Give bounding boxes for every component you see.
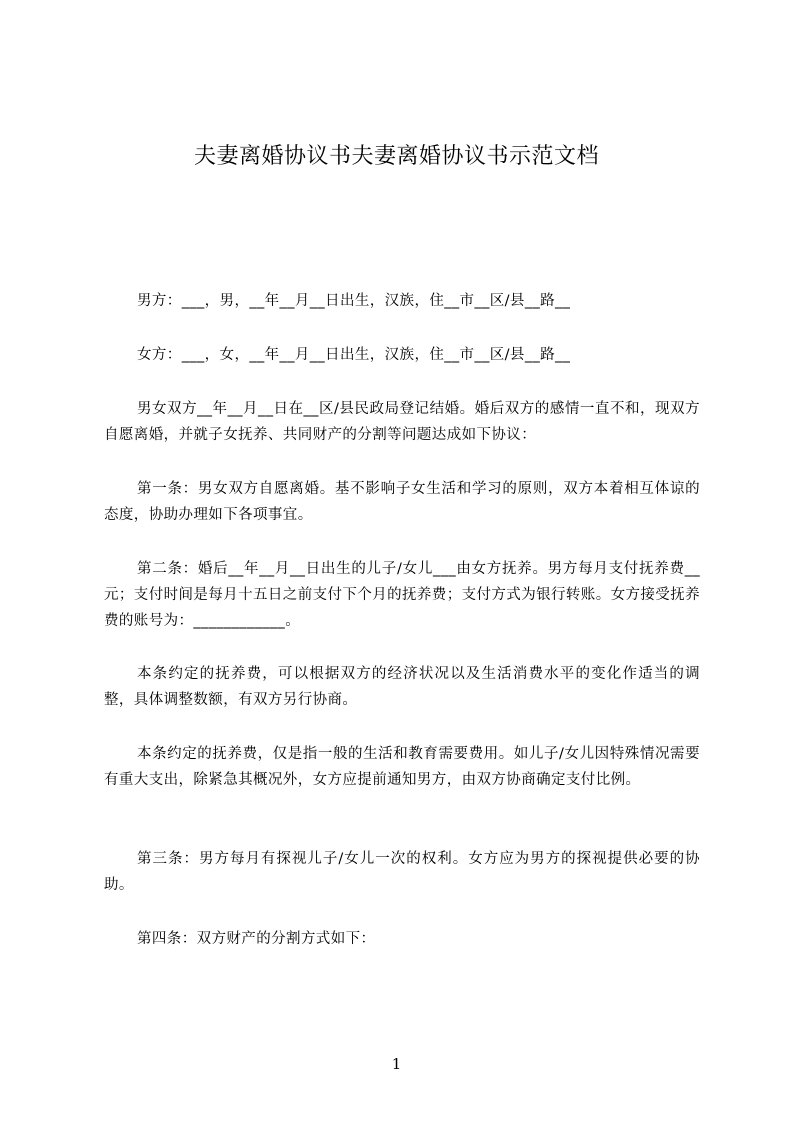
document-title: 夫妻离婚协议书夫妻离婚协议书示范文档 [193, 144, 599, 169]
paragraph-article-one: 第一条：男女双方自愿离婚。基不影响子女生活和学习的原则，双方本着相互体谅的态度，协助办理如下各项事宜。 [104, 481, 700, 523]
paragraph-article-two: 第二条：婚后__年__月__日出生的儿子/女儿___由女方抚养。男方每月支付抚养费__元；支付时间是每月十五日之前支付下个月的抚养费；支付方式为银行转账。女方接受抚养费的账号为：____________。 [104, 561, 700, 629]
paragraph-article-three: 第三条：男方每月有探视儿子/女儿一次的权利。女方应为男方的探视提供必要的协助。 [104, 851, 700, 893]
paragraph-support-scope: 本条约定的抚养费，仅是指一般的生活和教育需要费用。如儿子/女儿因特殊情况需要有重大支出，除紧急其概况外，女方应提前通知男方，由双方协商确定支付比例。 [104, 746, 700, 788]
page-number: 1 [391, 1055, 402, 1073]
paragraph-support-adjustment: 本条约定的抚养费，可以根据双方的经济状况以及生活消费水平的变化作适当的调整，具体调整数额，有双方另行协商。 [104, 666, 700, 708]
paragraph-husband-info: 男方：___，男，__年__月__日出生，汉族，住__市__区/县__路__ [137, 293, 571, 309]
paragraph-article-four: 第四条：双方财产的分割方式如下： [137, 931, 376, 947]
paragraph-marriage-background: 男女双方__年__月__日在__区/县民政局登记结婚。婚后双方的感情一直不和，现双方自愿离婚，并就子女抚养、共同财产的分割等问题达成如下协议： [104, 401, 700, 443]
paragraph-wife-info: 女方：___，女，__年__月__日出生，汉族，住__市__区/县__路__ [137, 347, 571, 363]
